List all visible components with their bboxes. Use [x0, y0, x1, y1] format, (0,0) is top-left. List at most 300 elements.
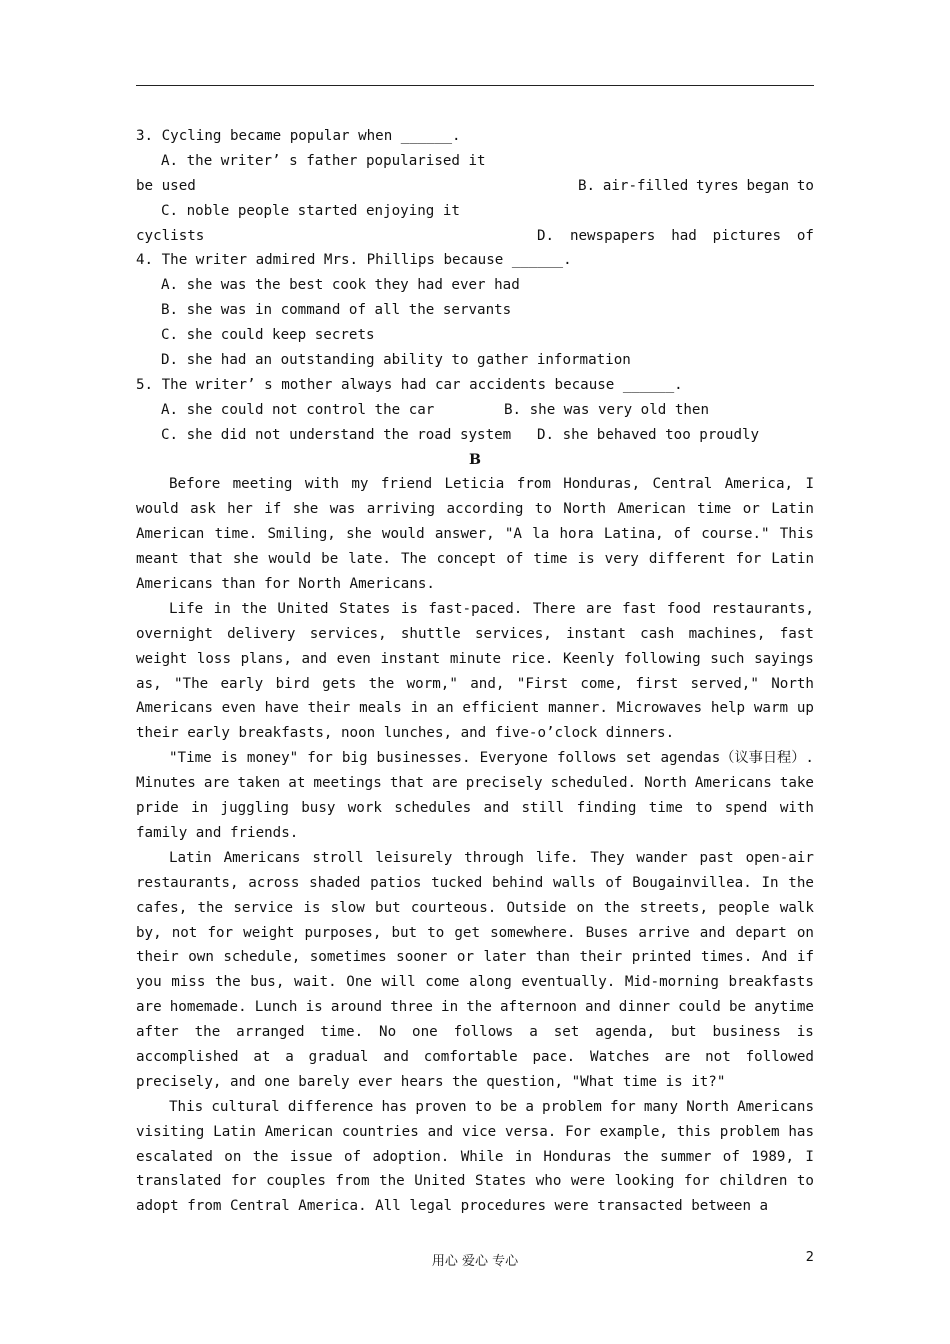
word: to	[534, 501, 552, 518]
header-rule	[136, 85, 814, 86]
word: streets,	[639, 899, 709, 916]
word: time.	[214, 526, 258, 543]
word: as,	[136, 675, 162, 692]
passage-line	[136, 896, 814, 921]
word: looking	[614, 1173, 675, 1190]
word: the	[197, 899, 224, 916]
word: depart	[735, 924, 787, 941]
word: adoption.	[372, 1148, 450, 1165]
word: of	[343, 1148, 362, 1165]
word: "First	[516, 675, 569, 692]
word: United	[277, 600, 329, 617]
word: American	[264, 1123, 334, 1140]
word: children	[719, 1173, 788, 1190]
question-5-options-ab	[136, 398, 814, 423]
page-footer	[0, 1250, 950, 1270]
word: follows	[556, 750, 617, 767]
word: accomplished	[136, 1048, 239, 1065]
word: is	[305, 999, 323, 1016]
word: homemade.	[169, 999, 247, 1016]
word: was	[329, 501, 356, 518]
word: gradual	[308, 1048, 369, 1065]
word: Buses	[585, 924, 629, 941]
word: Before	[169, 476, 221, 493]
word: is	[303, 899, 321, 916]
word: she	[292, 501, 319, 518]
word: tyres	[695, 177, 739, 194]
passage-line	[136, 1095, 814, 1120]
word: have	[264, 700, 299, 717]
question-5-option-b: B. she was very old then	[504, 401, 709, 418]
word: are	[432, 775, 458, 792]
word: agendas（议事日程）.	[660, 750, 814, 767]
word: instant	[380, 650, 441, 667]
word: money"	[246, 750, 299, 767]
passage-line	[136, 597, 814, 622]
word: early	[220, 675, 264, 692]
word: They	[590, 849, 625, 866]
word: States	[339, 600, 391, 617]
question-5-option-a: A. she could not control the car	[161, 401, 435, 418]
word: United	[414, 1173, 466, 1190]
question-4-option-b: B. she was in command of all the servants	[161, 302, 512, 319]
question-4-option-c: C. she could keep secrets	[161, 327, 375, 344]
word: could	[678, 999, 721, 1016]
word: manner.	[548, 700, 608, 717]
word: North	[563, 501, 606, 518]
word: cafes,	[136, 899, 188, 916]
word: scheduled.	[550, 775, 637, 792]
word: gets	[322, 675, 357, 692]
word: shaded	[309, 874, 361, 891]
word: pride	[136, 800, 179, 817]
word: couples	[266, 1173, 326, 1190]
question-5-option-d: D. she behaved too proudly	[537, 426, 760, 443]
word: come	[425, 974, 460, 991]
word: answer,	[434, 526, 495, 543]
word: my	[351, 476, 369, 493]
word: on	[796, 924, 814, 941]
word: through	[464, 849, 524, 866]
word: for	[230, 1173, 257, 1190]
word: Americans	[223, 849, 301, 866]
word: served,"	[690, 675, 759, 692]
word: sometimes	[309, 949, 387, 966]
word: with	[779, 800, 814, 817]
word: leisurely	[375, 849, 453, 866]
word: 1989,	[751, 1148, 794, 1165]
word: issue	[289, 1148, 333, 1165]
question-4-option-a: A. she was the best cook they had ever had	[161, 277, 520, 294]
word: meeting	[232, 476, 293, 493]
word: the	[241, 600, 267, 617]
word: cash	[640, 625, 675, 642]
word: taken	[237, 775, 281, 792]
word: for	[207, 924, 234, 941]
word: set	[625, 750, 652, 767]
word: States	[474, 1173, 527, 1190]
word: are	[586, 600, 612, 617]
word: and	[699, 924, 726, 941]
page-number: 2	[805, 1250, 814, 1265]
word: first	[635, 675, 679, 692]
word: according	[446, 501, 524, 518]
word: follows	[453, 1024, 514, 1041]
word: very	[604, 551, 639, 568]
word: Minutes	[136, 775, 196, 792]
passage	[136, 472, 814, 1219]
word: from	[516, 476, 551, 493]
word: anytime	[754, 999, 814, 1016]
word: walk	[779, 899, 814, 916]
passage-line	[136, 1120, 814, 1145]
word: air-filled	[602, 177, 689, 194]
word: Everyone	[479, 750, 548, 767]
word: Watches	[590, 1048, 650, 1065]
word: or	[456, 949, 475, 966]
question-3-stem: 3. Cycling became popular when ______.	[136, 128, 461, 144]
question-3-option-d	[537, 224, 814, 249]
word: visiting	[136, 1123, 205, 1140]
word: bird	[275, 675, 310, 692]
word: American	[617, 501, 686, 518]
word: "Time	[169, 750, 212, 767]
passage-line	[136, 846, 814, 871]
word: "The	[173, 675, 209, 692]
word: overnight	[136, 625, 213, 642]
word: followed	[745, 1048, 814, 1065]
word: but	[670, 1024, 697, 1041]
word: Lunch	[254, 999, 298, 1016]
word: a	[285, 1048, 294, 1065]
word: dinner	[618, 999, 670, 1016]
word: services,	[474, 625, 552, 642]
word: purposes,	[304, 924, 382, 941]
passage-line	[136, 945, 814, 970]
word: for	[307, 750, 333, 767]
passage-line	[136, 622, 814, 647]
word: vice	[462, 1123, 497, 1140]
word: Latin	[771, 551, 814, 568]
word: fast	[779, 625, 814, 642]
word: Bougainvillea.	[632, 874, 752, 891]
word: but	[375, 899, 401, 916]
word: to	[695, 800, 713, 817]
word: time	[533, 551, 568, 568]
word: but	[391, 924, 418, 941]
word: their	[307, 700, 351, 717]
word: the	[603, 899, 630, 916]
word: efficient	[462, 700, 540, 717]
word: and	[301, 650, 328, 667]
word: along	[469, 974, 512, 991]
word: time	[697, 501, 732, 518]
word: finding	[576, 800, 637, 817]
word: and,	[470, 675, 505, 692]
word: Life	[169, 600, 204, 617]
word: behind	[492, 874, 544, 891]
word: There	[532, 600, 576, 617]
word: countries	[341, 1123, 419, 1140]
word: in	[410, 700, 428, 717]
word: were	[570, 1173, 606, 1190]
word: if	[264, 501, 282, 518]
word: she	[232, 551, 259, 568]
word: after	[136, 1024, 179, 1041]
word: times.	[701, 949, 753, 966]
word: many	[643, 1098, 679, 1115]
word: time	[648, 800, 683, 817]
passage-line: adopt from Central America. All legal procedures were transacted between a	[136, 1198, 769, 1215]
word: Microwaves	[616, 700, 703, 717]
word: B.	[578, 177, 596, 194]
passage-line	[136, 696, 814, 721]
word: has	[788, 1123, 814, 1140]
word: patios	[370, 874, 422, 891]
passage-line	[136, 771, 814, 796]
word: be	[728, 999, 747, 1016]
word: come,	[580, 675, 624, 692]
word: fast	[622, 600, 657, 617]
word: for	[610, 1098, 636, 1115]
section-title: B	[469, 451, 481, 468]
word: that	[389, 775, 424, 792]
word: la	[532, 526, 550, 543]
word: that	[188, 551, 223, 568]
question-3-option-a: A. the writer’ s father popularised it	[161, 152, 486, 169]
passage-line	[136, 995, 814, 1020]
question-3-option-c: C. noble people started enjoying it	[161, 202, 460, 219]
word: juggling	[220, 800, 289, 817]
word: Latin	[169, 849, 212, 866]
word: Americans	[136, 700, 213, 717]
word: arriving	[366, 501, 436, 518]
word: spend	[724, 800, 768, 817]
word: an	[436, 700, 454, 717]
passage-line	[136, 1020, 814, 1045]
word: schedules	[394, 800, 472, 817]
passage-line	[136, 796, 814, 821]
passage-line: their early breakfasts, noon lunches, and five-o’clock dinners.	[136, 725, 675, 742]
word: across	[248, 874, 300, 891]
word: by,	[136, 924, 162, 941]
word: big	[341, 750, 368, 767]
word: proven	[415, 1098, 467, 1115]
word: food	[666, 600, 701, 617]
word: the	[466, 999, 492, 1016]
word: restaurants,	[711, 600, 814, 617]
passage-line	[136, 1169, 814, 1194]
word: And	[761, 949, 788, 966]
word: she	[346, 526, 372, 543]
passage-line: family and friends.	[136, 824, 299, 841]
word: This	[779, 526, 814, 543]
word: comfortable	[423, 1048, 518, 1065]
word: sayings	[754, 650, 814, 667]
word: and	[585, 999, 611, 1016]
word: Latin	[771, 501, 814, 518]
word: friend	[380, 476, 433, 493]
word: in	[191, 800, 209, 817]
question-5-stem: 5. The writer’ s mother always had car accidents because ______.	[136, 376, 683, 393]
word: past	[699, 849, 734, 866]
word: I	[805, 476, 814, 493]
word: will	[381, 974, 416, 991]
word: Honduras	[543, 1148, 612, 1165]
word: to	[796, 1173, 814, 1190]
word: stroll	[312, 849, 364, 866]
word: arrive	[638, 924, 690, 941]
word: to	[474, 1098, 492, 1115]
passage-line	[136, 547, 814, 572]
passage-line	[136, 1145, 814, 1170]
word: worm,"	[406, 675, 458, 692]
question-5-option-c: C. she did not understand the road system	[161, 426, 512, 443]
word: precisely	[465, 775, 543, 792]
word: the	[252, 1148, 279, 1165]
passage-line	[136, 472, 814, 497]
word: to	[427, 924, 445, 941]
word: businesses.	[376, 750, 471, 767]
word: the	[788, 874, 814, 891]
passage-line: Americans than for North Americans.	[136, 576, 435, 593]
word: services,	[309, 625, 387, 642]
word: North	[644, 775, 687, 792]
word: Keenly	[562, 650, 615, 667]
word: pace.	[532, 1048, 576, 1065]
word: who	[535, 1173, 562, 1190]
word: began	[746, 177, 790, 194]
word: eventually.	[521, 974, 616, 991]
passage-line	[136, 871, 814, 896]
word: This	[169, 1098, 204, 1115]
word: three	[390, 999, 433, 1016]
word: are	[203, 775, 230, 792]
word: such	[710, 650, 745, 667]
word: still	[521, 800, 565, 817]
word: wait.	[293, 974, 337, 991]
word: restaurants,	[136, 874, 239, 891]
word: the	[214, 974, 241, 991]
word: is	[220, 750, 238, 767]
word: on	[576, 899, 594, 916]
question-4-option-d: D. she had an outstanding ability to gather information	[161, 352, 631, 369]
word: translated	[136, 1173, 222, 1190]
word: Smiling,	[267, 526, 336, 543]
word: of	[506, 551, 524, 568]
word: While	[460, 1148, 504, 1165]
word: busy	[301, 800, 336, 817]
word: afternoon	[500, 999, 577, 1016]
word: different	[648, 551, 726, 568]
word: In	[761, 874, 779, 891]
word: I	[805, 1148, 814, 1165]
word: this	[676, 1123, 711, 1140]
word: has	[381, 1098, 408, 1115]
word: be	[500, 1098, 518, 1115]
word: instant	[566, 625, 626, 642]
word: get	[454, 924, 480, 941]
word: American	[136, 526, 205, 543]
passage-line	[136, 497, 814, 522]
word: up	[796, 700, 814, 717]
word: sooner	[396, 949, 448, 966]
word: minute	[449, 650, 502, 667]
word: America,	[724, 476, 794, 493]
word: shuttle	[400, 625, 461, 642]
word: would	[381, 526, 425, 543]
word: a	[529, 1024, 538, 1041]
passage-line	[136, 970, 814, 995]
word: be	[321, 551, 339, 568]
page-content	[136, 124, 814, 1219]
word: if	[796, 949, 814, 966]
word: Honduras,	[563, 476, 641, 493]
word: in	[441, 999, 459, 1016]
word: late.	[348, 551, 391, 568]
word: difference	[287, 1098, 374, 1115]
word: the	[623, 1148, 649, 1165]
word: with	[304, 476, 339, 493]
word: a	[525, 1098, 534, 1115]
word: work	[347, 800, 382, 817]
word: and	[427, 1123, 454, 1140]
word: had	[671, 227, 697, 244]
word: you	[136, 974, 162, 991]
word: schedule,	[223, 949, 301, 966]
word: the	[368, 675, 395, 692]
word: even	[336, 650, 371, 667]
passage-line	[136, 647, 814, 672]
question-3-option-d-continued: cyclists	[136, 227, 205, 244]
word: loss	[196, 650, 232, 667]
passage-line	[136, 746, 814, 771]
word: would	[136, 501, 179, 518]
word: pictures	[712, 227, 782, 244]
word: to	[796, 177, 814, 194]
word: North	[771, 675, 814, 692]
passage-line	[136, 672, 814, 697]
word: wander	[636, 849, 688, 866]
word: meant	[136, 551, 179, 568]
word: bus,	[250, 974, 285, 991]
word: is	[796, 1024, 814, 1041]
word: machines,	[688, 625, 766, 642]
word: slow	[330, 899, 365, 916]
word: business	[712, 1024, 781, 1041]
word: her	[227, 501, 253, 518]
word: Americans	[737, 1098, 814, 1115]
word: their	[136, 949, 179, 966]
word: at	[288, 775, 306, 792]
word: One	[346, 974, 372, 991]
word: Latina,	[603, 526, 664, 543]
word: for	[735, 551, 762, 568]
word: problem	[542, 1098, 602, 1115]
word: meals	[359, 700, 402, 717]
word: agenda,	[595, 1024, 656, 1041]
word: the	[379, 1173, 405, 1190]
word: Mid-morning	[624, 974, 719, 991]
word: weight	[243, 924, 295, 941]
word: for	[683, 1173, 710, 1190]
word: plans,	[240, 650, 292, 667]
word: ask	[190, 501, 216, 518]
word: arranged	[236, 1024, 305, 1041]
word: Outside	[506, 899, 567, 916]
word: is	[577, 551, 595, 568]
word: weight	[136, 650, 188, 667]
